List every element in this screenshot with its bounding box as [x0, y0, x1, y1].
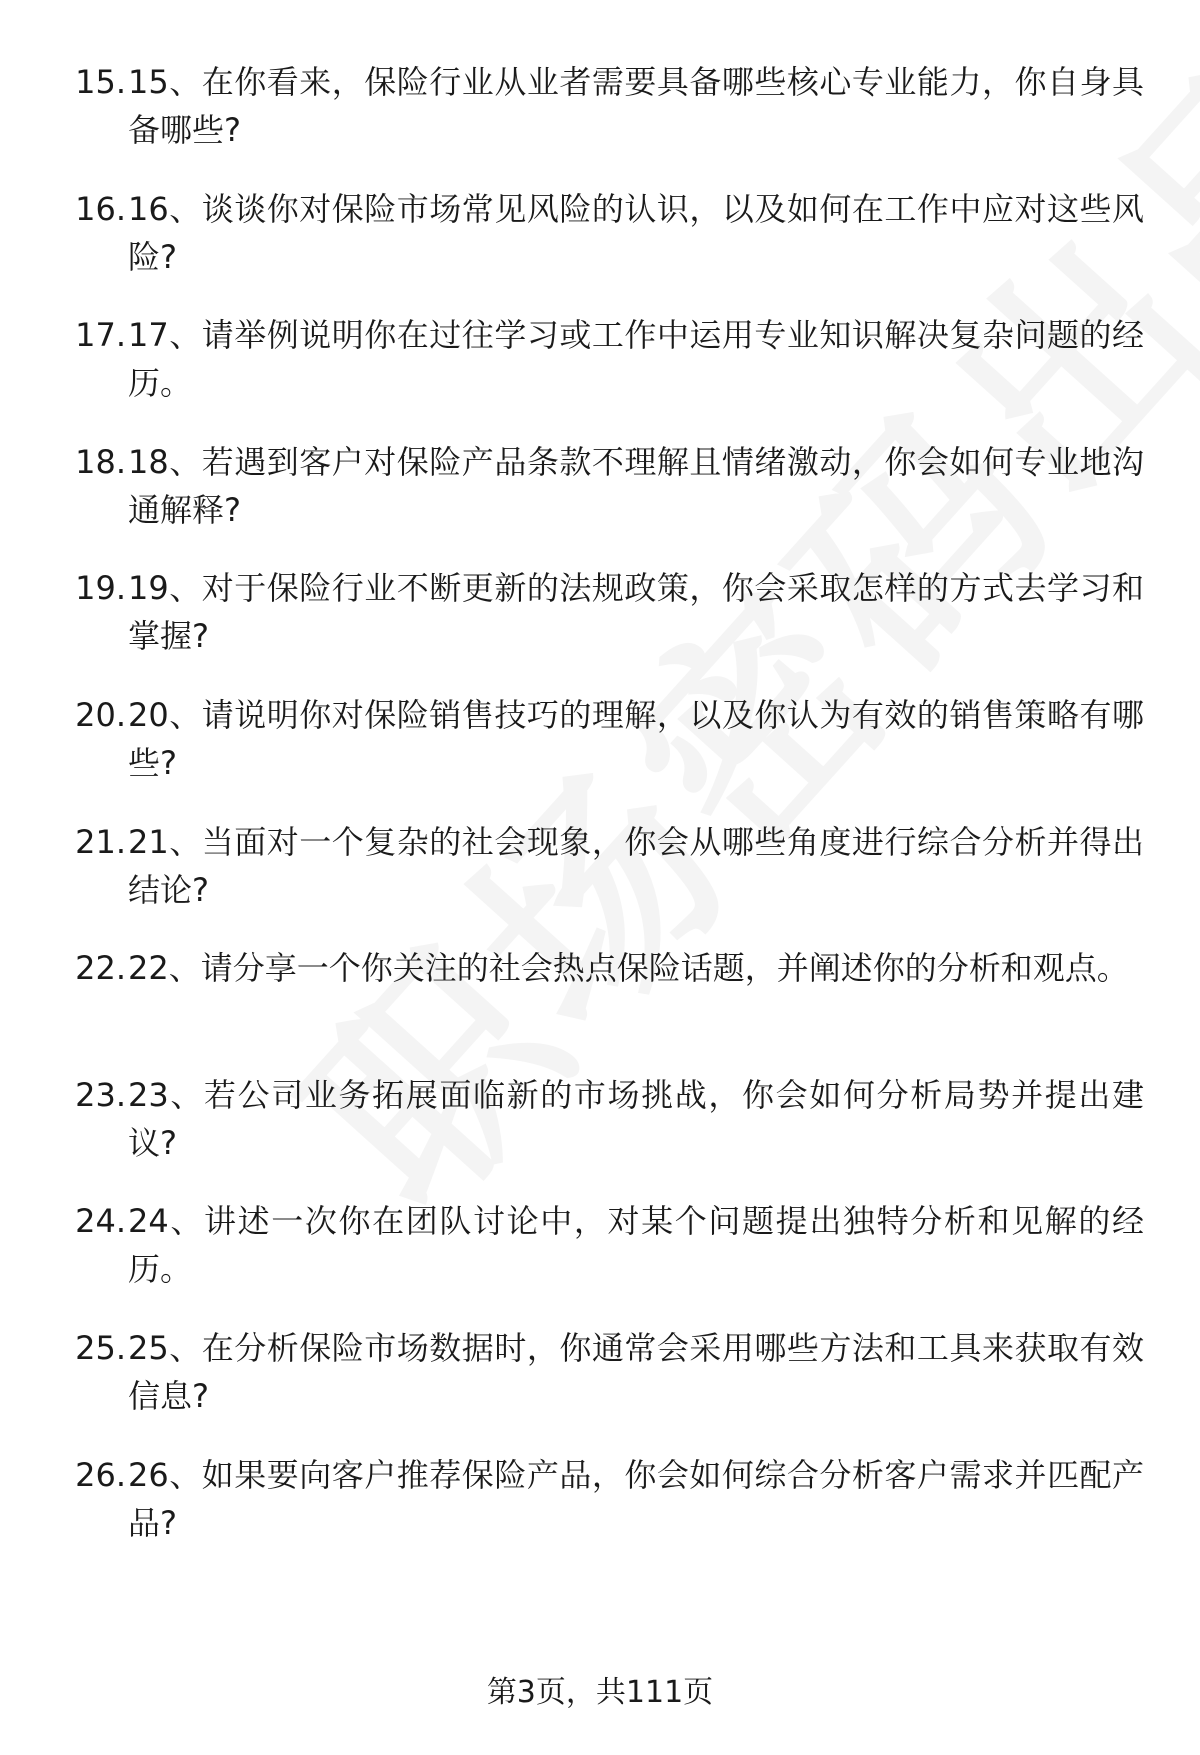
question-number: 18. — [75, 442, 126, 481]
question-item — [0, 58, 1200, 185]
question-text: 21、当面对一个复杂的社会现象，你会从哪些角度进行综合分析并得出结论? — [128, 822, 1144, 909]
question-number: 24. — [75, 1202, 126, 1241]
question-text: 25、在分析保险市场数据时，你通常会采用哪些方法和工具来获取有效信息? — [128, 1328, 1144, 1415]
question-number: 19. — [75, 569, 126, 608]
question-number: 22. — [75, 949, 126, 988]
question-item — [0, 438, 1200, 565]
question-number: 21. — [75, 822, 126, 861]
question-text: 26、如果要向客户推荐保险产品，你会如何综合分析客户需求并匹配产品? — [128, 1455, 1144, 1542]
page-footer: 第3页，共111页 — [486, 1675, 714, 1710]
question-item — [0, 564, 1200, 691]
question-text: 20、请说明你对保险销售技巧的理解，以及你认为有效的销售策略有哪些? — [128, 695, 1144, 782]
question-text: 17、请举例说明你在过往学习或工作中运用专业知识解决复杂问题的经历。 — [128, 316, 1144, 403]
question-list — [0, 58, 1200, 1577]
question-text: 24、讲述一次你在团队讨论中，对某个问题提出独特分析和见解的经历。 — [128, 1202, 1144, 1289]
question-text: 18、若遇到客户对保险产品条款不理解且情绪激动，你会如何专业地沟通解释? — [128, 442, 1144, 529]
question-item — [0, 1197, 1200, 1324]
question-item — [0, 311, 1200, 438]
question-item — [0, 691, 1200, 818]
question-item — [0, 1451, 1200, 1578]
question-number: 23. — [75, 1075, 126, 1114]
question-number: 15. — [75, 63, 126, 101]
question-item — [0, 1324, 1200, 1451]
question-item — [0, 1071, 1200, 1198]
question-item — [0, 944, 1200, 1071]
question-text: 19、对于保险行业不断更新的法规政策，你会采取怎样的方式去学习和掌握? — [128, 569, 1144, 656]
question-number: 16. — [75, 189, 126, 228]
question-number: 17. — [75, 316, 126, 355]
question-number: 20. — [75, 695, 126, 734]
question-text: 16、谈谈你对保险市场常见风险的认识，以及如何在工作中应对这些风险? — [128, 189, 1144, 276]
question-text: 22、请分享一个你关注的社会热点保险话题，并阐述你的分析和观点。 — [128, 949, 1129, 988]
question-item — [0, 818, 1200, 945]
question-text: 15、在你看来，保险行业从业者需要具备哪些核心专业能力，你自身具备哪些? — [128, 63, 1144, 149]
question-text: 23、若公司业务拓展面临新的市场挑战，你会如何分析局势并提出建议? — [128, 1075, 1144, 1162]
question-item — [0, 185, 1200, 312]
question-number: 26. — [75, 1455, 126, 1494]
question-number: 25. — [75, 1328, 126, 1367]
